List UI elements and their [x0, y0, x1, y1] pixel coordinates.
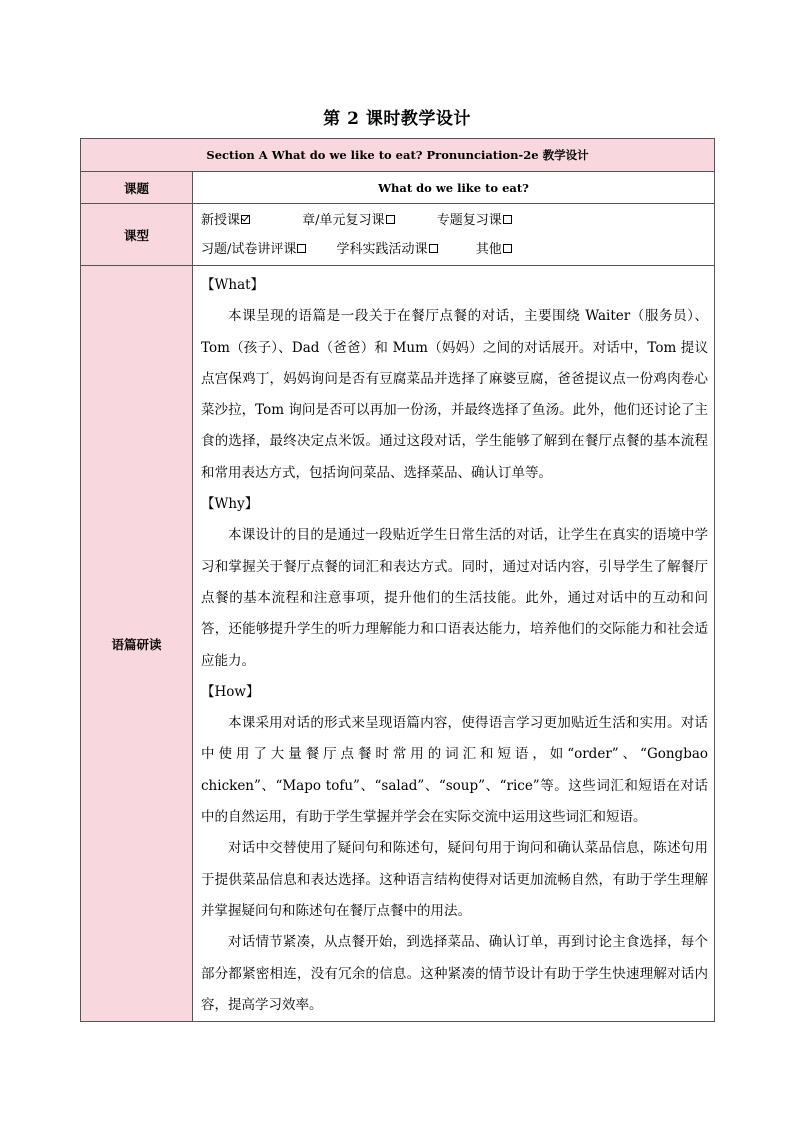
option-other[interactable]: [476, 235, 512, 264]
option-label: 学科实践活动课: [336, 241, 428, 257]
checkbox-icon[interactable]: [386, 215, 395, 224]
checked-checkbox-icon[interactable]: [241, 215, 250, 224]
type-options-line-2: [201, 235, 714, 264]
option-label: 其他: [475, 241, 502, 257]
checkbox-icon[interactable]: [503, 215, 512, 224]
checkbox-icon[interactable]: [297, 244, 306, 253]
how-paragraph-1: 本课采用对话的形式来呈现语篇内容，使得语言学习更加贴近生活和实用。对话中使用了大量餐厅点餐时常用的词汇和短语，如“order”、“Gongbao chicken”、“Mapo tofu”、“salad”、“soup”、“rice”等。这些词汇和短语在对话中的自然运用，有助于学生掌握并学会在实际交流中运用这些词汇和短语。: [201, 715, 709, 826]
topic-label: 课题: [81, 172, 193, 204]
option-label: 习题/试卷讲评课: [201, 241, 297, 257]
how-heading: 【How】: [201, 683, 260, 700]
what-paragraph: 本课呈现的语篇是一段关于在餐厅点餐的对话，主要围绕 Waiter（服务员）、Tom（孩子）、Dad（爸爸）和 Mum（妈妈）之间的对话展开。对话中，Tom 提议点宫保鸡丁，妈妈询问是否有豆腐菜品并选择了麻婆豆腐，爸爸提议点一份鸡肉卷心菜沙拉，Tom 询问是否可以再加一份汤，并最终选择了鱼汤。此外，他们还讨论了主食的选择，最终决定点米饭。通过这段对话，学生能够了解到在餐厅点餐的基本流程和常用表达方式，包括询问菜品、选择菜品、确认订单等。: [201, 308, 709, 481]
option-unit-review[interactable]: [302, 206, 394, 235]
analysis-content: [193, 266, 715, 1022]
option-label: 新授课: [201, 212, 241, 228]
option-topic-review[interactable]: [437, 206, 512, 235]
checkbox-icon[interactable]: [503, 244, 512, 253]
what-heading: 【What】: [201, 277, 265, 293]
option-practice-activity[interactable]: [337, 235, 438, 264]
table-header: Section A What do we like to eat? Pronunciation-2e 教学设计: [81, 139, 715, 172]
option-label: 专题复习课: [436, 212, 502, 228]
type-label: 课型: [81, 204, 193, 266]
option-label: 章/单元复习课: [302, 212, 385, 228]
page-title: 第 2 课时教学设计: [323, 109, 471, 129]
option-exercise-review[interactable]: [201, 235, 306, 264]
why-paragraph: 本课设计的目的是通过一段贴近学生日常生活的对话，让学生在真实的语境中学习和掌握关于餐厅点餐的词汇和表达方式。同时，通过对话内容，引导学生了解餐厅点餐的基本流程和注意事项，提升他们的生活技能。此外，通过对话中的互动和问答，还能够提升学生的听力理解能力和口语表达能力，培养他们的交际能力和社会适应能力。: [201, 527, 709, 669]
type-options: [193, 204, 715, 266]
option-new-lesson[interactable]: [201, 206, 250, 235]
how-paragraph-3: 对话情节紧凑，从点餐开始，到选择菜品、确认订单，再到讨论主食选择，每个部分都紧密相连，没有冗余的信息。这种紧凑的情节设计有助于学生快速理解对话内容，提高学习效率。: [201, 934, 709, 1013]
lesson-plan-table: [80, 138, 715, 1022]
checkbox-icon[interactable]: [429, 244, 438, 253]
topic-value: What do we like to eat?: [193, 172, 715, 204]
how-paragraph-2: 对话中交替使用了疑问句和陈述句，疑问句用于询问和确认菜品信息，陈述句用于提供菜品信息和表达选择。这种语言结构使得对话更加流畅自然，有助于学生理解并掌握疑问句和陈述句在餐厅点餐中的用法。: [201, 840, 709, 919]
why-heading: 【Why】: [201, 496, 259, 513]
analysis-label: 语篇研读: [81, 266, 193, 1022]
type-options-line-1: [201, 206, 714, 235]
